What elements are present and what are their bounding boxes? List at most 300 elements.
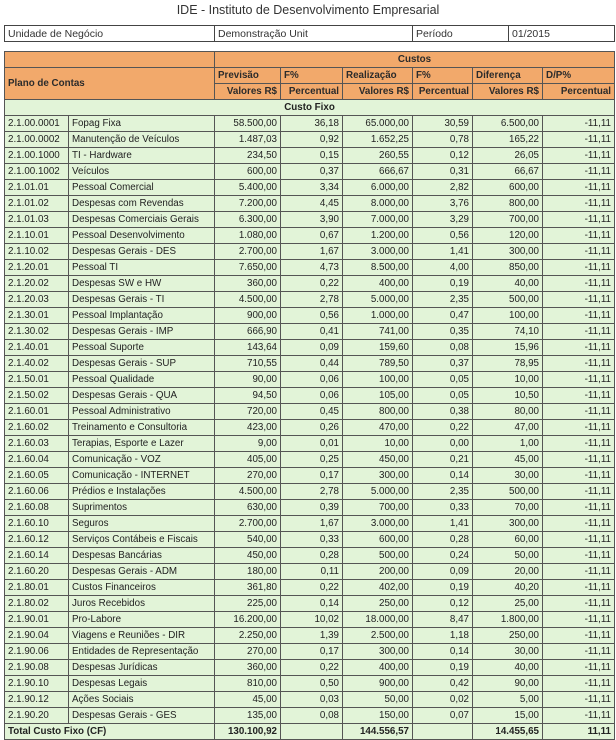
- table-row: [5, 324, 615, 340]
- difference-value: 78,95: [473, 356, 543, 372]
- dp-pct: -11,11: [543, 596, 615, 612]
- forecast-pct: 0,08: [281, 708, 343, 724]
- actual-value: 741,00: [343, 324, 413, 340]
- difference-value: 500,00: [473, 484, 543, 500]
- table-row: [5, 196, 615, 212]
- difference-value: 500,00: [473, 292, 543, 308]
- forecast-value: 361,80: [215, 580, 281, 596]
- forecast-pct: 0,22: [281, 276, 343, 292]
- forecast-pct: 0,56: [281, 308, 343, 324]
- table-row: [5, 660, 615, 676]
- account-code: 2.1.01.02: [5, 196, 69, 212]
- actual-pct: 0,37: [413, 356, 473, 372]
- actual-value: 65.000,00: [343, 116, 413, 132]
- table-row: [5, 148, 615, 164]
- dp-pct: -11,11: [543, 484, 615, 500]
- actual-pct: 0,42: [413, 676, 473, 692]
- table-row: [5, 452, 615, 468]
- account-code: 2.1.60.06: [5, 484, 69, 500]
- forecast-pct: 0,22: [281, 660, 343, 676]
- account-name: Despesas SW e HW: [69, 276, 215, 292]
- account-code: 2.1.60.04: [5, 452, 69, 468]
- account-name: Ações Sociais: [69, 692, 215, 708]
- account-name: Pessoal Qualidade: [69, 372, 215, 388]
- forecast-value: 6.300,00: [215, 212, 281, 228]
- account-name: Prédios e Instalações: [69, 484, 215, 500]
- table-row: [5, 404, 615, 420]
- actual-pct: 0,28: [413, 532, 473, 548]
- account-code: 2.1.60.10: [5, 516, 69, 532]
- dp-pct: -11,11: [543, 516, 615, 532]
- dp-pct: -11,11: [543, 372, 615, 388]
- dp-pct: -11,11: [543, 564, 615, 580]
- total-label: Total Custo Fixo (CF): [5, 724, 215, 740]
- actual-pct: 0,47: [413, 308, 473, 324]
- forecast-pct: 0,67: [281, 228, 343, 244]
- account-code: 2.1.60.14: [5, 548, 69, 564]
- dp-pct: -11,11: [543, 180, 615, 196]
- account-code: 2.1.40.01: [5, 340, 69, 356]
- report-info-table: [4, 25, 615, 42]
- account-name: Terapias, Esporte e Lazer: [69, 436, 215, 452]
- actual-pct: 8,47: [413, 612, 473, 628]
- difference-value: 66,67: [473, 164, 543, 180]
- actual-value: 3.000,00: [343, 244, 413, 260]
- actual-header: Realização: [343, 68, 413, 84]
- forecast-pct: 0,39: [281, 500, 343, 516]
- account-name: Despesas Comerciais Gerais: [69, 212, 215, 228]
- actual-value: 6.000,00: [343, 180, 413, 196]
- actual-pct: 0,19: [413, 660, 473, 676]
- difference-value: 40,00: [473, 660, 543, 676]
- forecast-pct: 0,15: [281, 148, 343, 164]
- forecast-pct: 0,37: [281, 164, 343, 180]
- forecast-header: Previsão: [215, 68, 281, 84]
- difference-value: 40,00: [473, 276, 543, 292]
- forecast-value: 600,00: [215, 164, 281, 180]
- dp-pct: -11,11: [543, 628, 615, 644]
- account-code: 2.1.30.02: [5, 324, 69, 340]
- forecast-value: 710,55: [215, 356, 281, 372]
- actual-value: 5.000,00: [343, 292, 413, 308]
- business-unit-label: Unidade de Negócio: [5, 26, 215, 42]
- dp-pct: -11,11: [543, 452, 615, 468]
- difference-value: 120,00: [473, 228, 543, 244]
- forecast-value: 2.700,00: [215, 516, 281, 532]
- actual-pct: 0,14: [413, 468, 473, 484]
- difference-value: 60,00: [473, 532, 543, 548]
- account-code: 2.1.60.08: [5, 500, 69, 516]
- forecast-pct: 0,14: [281, 596, 343, 612]
- forecast-value: 234,50: [215, 148, 281, 164]
- total-actual: 144.556,57: [343, 724, 413, 740]
- forecast-pct: 10,02: [281, 612, 343, 628]
- forecast-pct-header: F%: [281, 68, 343, 84]
- difference-header: Diferença: [473, 68, 543, 84]
- actual-pct: 0,05: [413, 388, 473, 404]
- table-row: [5, 212, 615, 228]
- forecast-pct: 3,34: [281, 180, 343, 196]
- table-row: [5, 356, 615, 372]
- actual-pct: 1,41: [413, 244, 473, 260]
- actual-value: 789,50: [343, 356, 413, 372]
- forecast-pct: 0,22: [281, 580, 343, 596]
- account-name: Custos Financeiros: [69, 580, 215, 596]
- actual-pct: 0,22: [413, 420, 473, 436]
- forecast-pct: 0,45: [281, 404, 343, 420]
- forecast-pct: 1,39: [281, 628, 343, 644]
- actual-value: 1.652,25: [343, 132, 413, 148]
- difference-value: 15,00: [473, 708, 543, 724]
- forecast-value: 143,64: [215, 340, 281, 356]
- actual-value: 250,00: [343, 596, 413, 612]
- table-row: [5, 228, 615, 244]
- dp-pct: -11,11: [543, 356, 615, 372]
- forecast-pct: 0,06: [281, 372, 343, 388]
- table-row: [5, 468, 615, 484]
- account-name: Juros Recebidos: [69, 596, 215, 612]
- account-code: 2.1.60.20: [5, 564, 69, 580]
- account-name: Pessoal TI: [69, 260, 215, 276]
- forecast-pct: 0,26: [281, 420, 343, 436]
- forecast-value: 135,00: [215, 708, 281, 724]
- table-row: [5, 180, 615, 196]
- forecast-value: 16.200,00: [215, 612, 281, 628]
- actual-value: 8.000,00: [343, 196, 413, 212]
- account-name: Despesas Bancárias: [69, 548, 215, 564]
- forecast-pct: 4,45: [281, 196, 343, 212]
- actual-value: 1.200,00: [343, 228, 413, 244]
- actual-pct: 3,29: [413, 212, 473, 228]
- actual-value: 400,00: [343, 276, 413, 292]
- account-name: Serviços Contábeis e Fiscais: [69, 532, 215, 548]
- forecast-pct: 0,50: [281, 676, 343, 692]
- dp-pct: -11,11: [543, 468, 615, 484]
- period-value: 01/2015: [509, 26, 615, 42]
- actual-pct: 0,35: [413, 324, 473, 340]
- difference-value: 165,22: [473, 132, 543, 148]
- table-row: [5, 644, 615, 660]
- forecast-pct: 0,09: [281, 340, 343, 356]
- dp-pct: -11,11: [543, 260, 615, 276]
- total-dp: 11,11: [543, 724, 615, 740]
- actual-pct: 0,05: [413, 372, 473, 388]
- difference-value: 40,20: [473, 580, 543, 596]
- difference-value: 1,00: [473, 436, 543, 452]
- period-label: Período: [413, 26, 509, 42]
- forecast-pct: 3,90: [281, 212, 343, 228]
- account-code: 2.1.01.03: [5, 212, 69, 228]
- actual-pct: 0,08: [413, 340, 473, 356]
- actual-pct: 0,07: [413, 708, 473, 724]
- table-row: [5, 484, 615, 500]
- account-name: Despesas Gerais - IMP: [69, 324, 215, 340]
- forecast-pct: 0,25: [281, 452, 343, 468]
- account-name: Despesas Gerais - TI: [69, 292, 215, 308]
- difference-value: 80,00: [473, 404, 543, 420]
- actual-value: 50,00: [343, 692, 413, 708]
- account-code: 2.1.60.02: [5, 420, 69, 436]
- table-row: [5, 292, 615, 308]
- forecast-value: 666,90: [215, 324, 281, 340]
- total-difference: 14.455,65: [473, 724, 543, 740]
- difference-value: 700,00: [473, 212, 543, 228]
- difference-value: 30,00: [473, 468, 543, 484]
- difference-value: 600,00: [473, 180, 543, 196]
- forecast-pct: 36,18: [281, 116, 343, 132]
- actual-value: 18.000,00: [343, 612, 413, 628]
- forecast-value: 9,00: [215, 436, 281, 452]
- account-code: 2.1.20.02: [5, 276, 69, 292]
- dp-pct: -11,11: [543, 420, 615, 436]
- dp-pct: -11,11: [543, 324, 615, 340]
- forecast-value: 90,00: [215, 372, 281, 388]
- actual-pct: 2,35: [413, 292, 473, 308]
- forecast-pct: 0,41: [281, 324, 343, 340]
- actual-pct: 0,38: [413, 404, 473, 420]
- actual-pct: 0,33: [413, 500, 473, 516]
- account-code: 2.1.01.01: [5, 180, 69, 196]
- account-name: Suprimentos: [69, 500, 215, 516]
- account-name: Despesas Gerais - DES: [69, 244, 215, 260]
- dp-pct: -11,11: [543, 708, 615, 724]
- dp-pct: -11,11: [543, 388, 615, 404]
- forecast-value: 360,00: [215, 276, 281, 292]
- account-code: 2.1.90.10: [5, 676, 69, 692]
- forecast-value: 720,00: [215, 404, 281, 420]
- dp-pct: -11,11: [543, 308, 615, 324]
- account-code: 2.1.90.06: [5, 644, 69, 660]
- actual-value: 300,00: [343, 644, 413, 660]
- account-code: 2.1.60.03: [5, 436, 69, 452]
- dp-pct: -11,11: [543, 500, 615, 516]
- total-forecast-pct: [281, 724, 343, 740]
- difference-value: 300,00: [473, 516, 543, 532]
- account-code: 2.1.00.0001: [5, 116, 69, 132]
- dp-pct: -11,11: [543, 148, 615, 164]
- table-row: [5, 676, 615, 692]
- actual-value: 5.000,00: [343, 484, 413, 500]
- actual-value: 450,00: [343, 452, 413, 468]
- actual-percent-subheader: Percentual: [413, 84, 473, 100]
- actual-pct: 0,24: [413, 548, 473, 564]
- dp-pct: -11,11: [543, 212, 615, 228]
- forecast-pct: 0,11: [281, 564, 343, 580]
- total-forecast: 130.100,92: [215, 724, 281, 740]
- dp-percent-subheader: Percentual: [543, 84, 615, 100]
- dp-pct: -11,11: [543, 292, 615, 308]
- actual-value: 10,00: [343, 436, 413, 452]
- actual-pct: 0,00: [413, 436, 473, 452]
- forecast-value: 423,00: [215, 420, 281, 436]
- dp-pct: -11,11: [543, 244, 615, 260]
- difference-value: 90,00: [473, 676, 543, 692]
- account-name: Pessoal Suporte: [69, 340, 215, 356]
- difference-value: 1.800,00: [473, 612, 543, 628]
- actual-pct: 1,41: [413, 516, 473, 532]
- account-code: 2.1.50.02: [5, 388, 69, 404]
- account-name: Comunicação - INTERNET: [69, 468, 215, 484]
- forecast-value: 540,00: [215, 532, 281, 548]
- actual-value: 8.500,00: [343, 260, 413, 276]
- actual-value: 470,00: [343, 420, 413, 436]
- table-row: [5, 628, 615, 644]
- actual-value: 500,00: [343, 548, 413, 564]
- account-code: 2.1.60.05: [5, 468, 69, 484]
- account-code: 2.1.90.20: [5, 708, 69, 724]
- actual-pct: 0,09: [413, 564, 473, 580]
- dp-pct: -11,11: [543, 692, 615, 708]
- account-code: 2.1.50.01: [5, 372, 69, 388]
- actual-value: 150,00: [343, 708, 413, 724]
- dp-pct: -11,11: [543, 132, 615, 148]
- actual-pct: 0,12: [413, 596, 473, 612]
- difference-value: 100,00: [473, 308, 543, 324]
- account-name: Pro-Labore: [69, 612, 215, 628]
- account-name: Despesas Gerais - QUA: [69, 388, 215, 404]
- account-name: Pessoal Administrativo: [69, 404, 215, 420]
- forecast-value: 2.250,00: [215, 628, 281, 644]
- forecast-value: 450,00: [215, 548, 281, 564]
- dp-pct: -11,11: [543, 548, 615, 564]
- actual-pct: 30,59: [413, 116, 473, 132]
- account-name: Despesas com Revendas: [69, 196, 215, 212]
- account-name: TI - Hardware: [69, 148, 215, 164]
- account-code: 2.1.20.03: [5, 292, 69, 308]
- dp-pct: -11,11: [543, 340, 615, 356]
- table-row: [5, 260, 615, 276]
- actual-values-subheader: Valores R$: [343, 84, 413, 100]
- forecast-value: 45,00: [215, 692, 281, 708]
- actual-pct: 0,19: [413, 580, 473, 596]
- table-row: [5, 276, 615, 292]
- table-row: [5, 164, 615, 180]
- difference-value: 26,05: [473, 148, 543, 164]
- difference-value: 70,00: [473, 500, 543, 516]
- actual-value: 100,00: [343, 372, 413, 388]
- forecast-percent-subheader: Percentual: [281, 84, 343, 100]
- forecast-value: 1.487,03: [215, 132, 281, 148]
- difference-value: 30,00: [473, 644, 543, 660]
- dp-pct: -11,11: [543, 436, 615, 452]
- table-row: [5, 372, 615, 388]
- difference-value: 300,00: [473, 244, 543, 260]
- actual-value: 159,60: [343, 340, 413, 356]
- section-header: Custo Fixo: [5, 100, 615, 116]
- account-name: Seguros: [69, 516, 215, 532]
- table-row: [5, 596, 615, 612]
- actual-pct: 3,76: [413, 196, 473, 212]
- dp-pct: -11,11: [543, 612, 615, 628]
- dp-pct: -11,11: [543, 164, 615, 180]
- forecast-value: 270,00: [215, 644, 281, 660]
- dp-pct: -11,11: [543, 532, 615, 548]
- cost-table: [4, 51, 615, 740]
- difference-value: 10,00: [473, 372, 543, 388]
- table-row: [5, 244, 615, 260]
- account-name: Pessoal Implantação: [69, 308, 215, 324]
- actual-pct: 0,14: [413, 644, 473, 660]
- actual-value: 1.000,00: [343, 308, 413, 324]
- account-name: Pessoal Desenvolvimento: [69, 228, 215, 244]
- forecast-pct: 0,33: [281, 532, 343, 548]
- table-row: [5, 692, 615, 708]
- forecast-value: 4.500,00: [215, 292, 281, 308]
- account-name: Manutenção de Veículos: [69, 132, 215, 148]
- difference-value: 250,00: [473, 628, 543, 644]
- business-unit-value: Demonstração Unit: [215, 26, 413, 42]
- forecast-pct: 1,67: [281, 516, 343, 532]
- actual-pct: 0,02: [413, 692, 473, 708]
- actual-pct: 0,12: [413, 148, 473, 164]
- account-code: 2.1.10.01: [5, 228, 69, 244]
- forecast-value: 2.700,00: [215, 244, 281, 260]
- forecast-value: 5.400,00: [215, 180, 281, 196]
- actual-value: 800,00: [343, 404, 413, 420]
- actual-value: 402,00: [343, 580, 413, 596]
- account-name: Despesas Jurídicas: [69, 660, 215, 676]
- table-row: [5, 340, 615, 356]
- forecast-value: 225,00: [215, 596, 281, 612]
- account-name: Veículos: [69, 164, 215, 180]
- actual-pct: 0,19: [413, 276, 473, 292]
- difference-value: 800,00: [473, 196, 543, 212]
- dp-pct: -11,11: [543, 196, 615, 212]
- forecast-value: 94,50: [215, 388, 281, 404]
- forecast-pct: 0,17: [281, 644, 343, 660]
- actual-value: 400,00: [343, 660, 413, 676]
- table-row: [5, 548, 615, 564]
- dp-pct: -11,11: [543, 644, 615, 660]
- account-code: 2.1.40.02: [5, 356, 69, 372]
- forecast-pct: 4,73: [281, 260, 343, 276]
- difference-value: 20,00: [473, 564, 543, 580]
- account-code: 2.1.90.12: [5, 692, 69, 708]
- account-name: Fopag Fixa: [69, 116, 215, 132]
- account-code: 2.1.00.1002: [5, 164, 69, 180]
- table-row: [5, 516, 615, 532]
- forecast-value: 4.500,00: [215, 484, 281, 500]
- account-name: Pessoal Comercial: [69, 180, 215, 196]
- account-code: 2.1.10.02: [5, 244, 69, 260]
- forecast-value: 7.650,00: [215, 260, 281, 276]
- forecast-value: 7.200,00: [215, 196, 281, 212]
- forecast-pct: 0,28: [281, 548, 343, 564]
- dp-pct: -11,11: [543, 228, 615, 244]
- table-row: [5, 580, 615, 596]
- table-row: [5, 436, 615, 452]
- actual-value: 900,00: [343, 676, 413, 692]
- account-name: Despesas Gerais - SUP: [69, 356, 215, 372]
- account-code: 2.1.90.04: [5, 628, 69, 644]
- actual-pct: 0,78: [413, 132, 473, 148]
- actual-value: 666,67: [343, 164, 413, 180]
- dp-pct: -11,11: [543, 676, 615, 692]
- table-row: [5, 564, 615, 580]
- difference-values-subheader: Valores R$: [473, 84, 543, 100]
- account-code: 2.1.80.02: [5, 596, 69, 612]
- table-row: [5, 116, 615, 132]
- difference-value: 45,00: [473, 452, 543, 468]
- dp-pct: -11,11: [543, 660, 615, 676]
- forecast-value: 405,00: [215, 452, 281, 468]
- actual-pct: 2,35: [413, 484, 473, 500]
- actual-value: 3.000,00: [343, 516, 413, 532]
- account-name: Viagens e Reuniões - DIR: [69, 628, 215, 644]
- chart-of-accounts-header: Plano de Contas: [5, 68, 215, 100]
- actual-pct: 0,31: [413, 164, 473, 180]
- account-name: Entidades de Representação: [69, 644, 215, 660]
